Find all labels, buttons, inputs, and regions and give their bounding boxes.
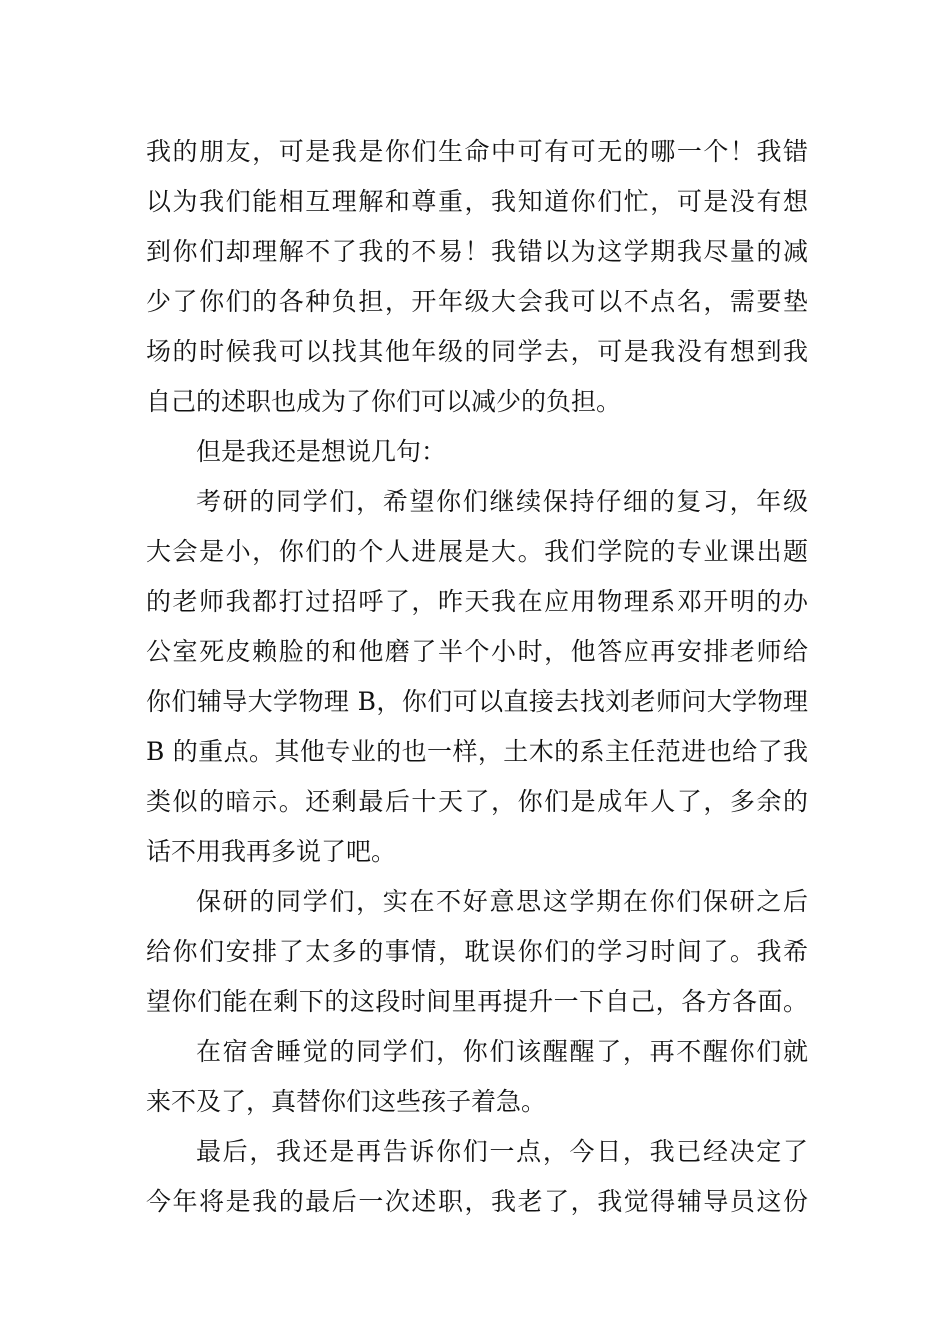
text-line: B 的重点。其他专业的也一样，土木的系主任范进也给了我	[146, 737, 808, 766]
text-line: 来不及了，真替你们这些孩子着急。	[146, 1087, 547, 1116]
text-line: 以为我们能相互理解和尊重，我知道你们忙，可是没有想	[146, 187, 808, 216]
text-line: 的老师我都打过招呼了，昨天我在应用物理系邓开明的办	[146, 587, 808, 616]
text-line: 类似的暗示。还剩最后十天了，你们是成年人了，多余的	[146, 787, 808, 816]
text-line: 自己的述职也成为了你们可以减少的负担。	[146, 387, 622, 416]
text-line: 公室死皮赖脸的和他磨了半个小时，他答应再安排老师给	[146, 637, 808, 666]
text-line: 我的朋友，可是我是你们生命中可有可无的哪一个！我错	[146, 137, 808, 166]
text-line: 最后，我还是再告诉你们一点，今日，我已经决定了	[196, 1137, 808, 1166]
text-line: 给你们安排了太多的事情，耽误你们的学习时间了。我希	[146, 937, 808, 966]
body-text	[146, 127, 808, 1227]
text-line: 望你们能在剩下的这段时间里再提升一下自己，各方各面。	[146, 987, 808, 1016]
text-line: 少了你们的各种负担，开年级大会我可以不点名，需要垫	[146, 287, 808, 316]
text-line: 考研的同学们，希望你们继续保持仔细的复习，年级	[196, 487, 808, 516]
text-line: 大会是小，你们的个人进展是大。我们学院的专业课出题	[146, 537, 808, 566]
text-line: 场的时候我可以找其他年级的同学去，可是我没有想到我	[146, 337, 808, 366]
text-line: 话不用我再多说了吧。	[146, 837, 397, 866]
text-line: 你们辅导大学物理 B，你们可以直接去找刘老师问大学物理	[146, 687, 808, 716]
text-line: 但是我还是想说几句：	[196, 437, 447, 466]
text-line: 今年将是我的最后一次述职，我老了，我觉得辅导员这份	[146, 1187, 808, 1216]
text-line: 在宿舍睡觉的同学们，你们该醒醒了，再不醒你们就	[196, 1037, 808, 1066]
text-line: 到你们却理解不了我的不易！我错以为这学期我尽量的减	[146, 237, 808, 266]
text-line: 保研的同学们，实在不好意思这学期在你们保研之后	[196, 887, 808, 916]
